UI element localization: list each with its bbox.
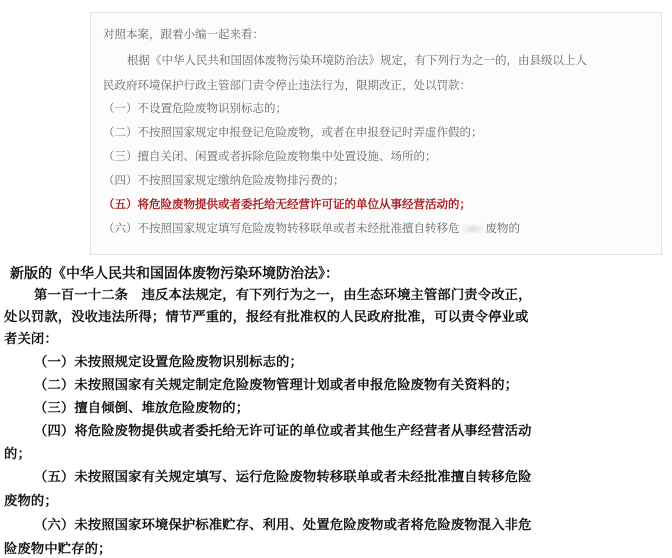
- old-law-item-1: （一）不设置危险废物识别标志的；: [103, 101, 287, 115]
- old-law-item-6-tail: 废物的: [485, 221, 520, 235]
- old-law-intro: 对照本案，跟着小编一起来看：: [103, 27, 264, 41]
- article-line: 第一百一十二条 违反本法规定，有下列行为之一，由生态环境主管部门责令改正，: [34, 288, 532, 303]
- new-law-title: 新版的《中华人民共和国固体废物污染环境防治法》：: [10, 266, 339, 282]
- article-item: （四）将危险废物提供或者委托给无许可证的单位或者其他生产经营者从事经营活动: [34, 424, 532, 439]
- article-line: 处以罚款，没收违法所得；情节严重的，报经有批准权的人民政府批准，可以责令停业或: [4, 310, 529, 325]
- old-law-item-6: [103, 220, 520, 236]
- old-law-item-6-text: （六）不按照国家规定填写危险废物转移联单或者未经批准擅自转移危: [103, 221, 460, 235]
- old-law-item-4: （四）不按照国家规定缴纳危险废物排污费的；: [103, 173, 345, 187]
- article-item-continuation: 险废物中贮存的；: [4, 542, 112, 557]
- old-law-item-2: （二）不按照国家规定申报登记危险废物，或者在申报登记时弄虚作假的；: [103, 125, 483, 139]
- article-line: 者关闭：: [4, 332, 58, 347]
- article-item: （一）未按照规定设置危险废物识别标志的；: [34, 355, 303, 370]
- article-item: （三）擅自倾倒、堆放危险废物的；: [34, 401, 250, 416]
- article-item: （二）未按照国家有关规定制定危险废物管理计划或者申报危险废物有关资料的；: [34, 378, 519, 393]
- blurred-text-patch: [462, 224, 484, 234]
- old-law-paragraph-line-1: 根据《中华人民共和国固体废物污染环境防治法》规定，有下列行为之一的，由县级以上人: [127, 53, 587, 67]
- old-law-item-3: （三）擅自关闭、闲置或者拆除危险废物集中处置设施、场所的；: [103, 149, 437, 163]
- article-item-continuation: 的；: [4, 447, 31, 462]
- article-item-continuation: 废物的；: [4, 494, 58, 509]
- old-law-item-5-highlighted: （五）将危险废物提供或者委托给无经营许可证的单位从事经营活动的；: [103, 197, 471, 211]
- article-item: （五）未按照国家有关规定填写、运行危险废物转移联单或者未经批准擅自转移危险: [34, 470, 532, 485]
- old-law-screenshot: [90, 12, 662, 255]
- article-item: （六）未按照国家环境保护标准贮存、利用、处置危险废物或者将危险废物混入非危: [34, 518, 532, 533]
- old-law-paragraph-line-2: 民政府环境保护行政主管部门责令停止违法行为，限期改正，处以罚款：: [103, 78, 471, 92]
